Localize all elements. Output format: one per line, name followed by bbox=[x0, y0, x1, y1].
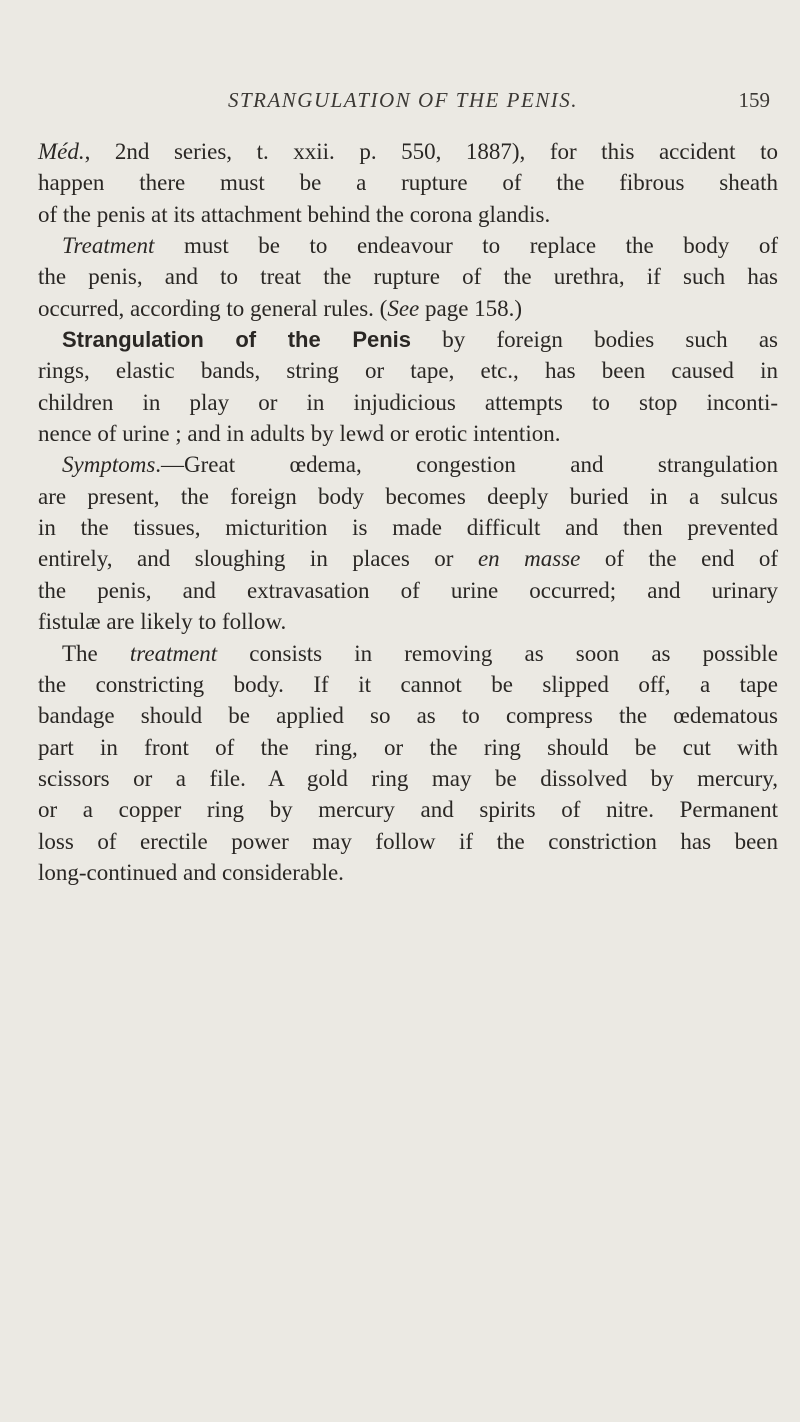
text-line bbox=[38, 293, 778, 324]
text-run: of the end of bbox=[580, 546, 778, 572]
text-run: scissors or a file. A gold ring may be dissolved by mercury, bbox=[38, 765, 778, 791]
text-line bbox=[38, 826, 778, 857]
text-run: part in front of the ring, or the ring should be cut with bbox=[38, 734, 778, 760]
text-run: rings, elastic bands, string or tape, etc., has been caused in bbox=[38, 358, 778, 384]
page-number: 159 bbox=[738, 88, 770, 112]
text-line bbox=[38, 512, 778, 543]
text-line bbox=[38, 481, 778, 512]
text-line bbox=[38, 857, 778, 888]
text-line bbox=[38, 638, 778, 669]
text-run: .—Great œdema, congestion and strangulation bbox=[155, 452, 778, 478]
text-line bbox=[38, 543, 778, 574]
text-line bbox=[38, 136, 778, 167]
italic-text: Méd. bbox=[38, 139, 85, 164]
text-run: occurred, according to general rules. ( bbox=[38, 295, 388, 321]
text-line bbox=[38, 606, 778, 637]
text-run: must be to endeavour to replace the body of bbox=[154, 233, 778, 259]
text-run: are present, the foreign body becomes deeply buried in a sulcus bbox=[38, 483, 778, 509]
text-run: in the tissues, micturition is made difficult and then prevented bbox=[38, 515, 778, 541]
text-line bbox=[38, 732, 778, 763]
text-line bbox=[38, 669, 778, 700]
section-heading: Strangulation of the Penis bbox=[62, 327, 412, 353]
paragraph bbox=[38, 230, 778, 324]
paragraph bbox=[38, 638, 778, 889]
text-line bbox=[38, 355, 778, 386]
text-run: , 2nd series, t. xxii. p. 550, 1887), for this accident to bbox=[84, 139, 778, 164]
paragraph bbox=[38, 324, 778, 449]
text-line bbox=[38, 763, 778, 794]
running-title: STRANGULATION OF THE PENIS. bbox=[227, 88, 579, 112]
text-line bbox=[38, 794, 778, 825]
text-run: the penis, and to treat the rupture of the urethra, if such has bbox=[38, 264, 778, 290]
italic-text: See bbox=[387, 295, 420, 321]
text-run: page 158.) bbox=[419, 295, 523, 321]
text-line bbox=[38, 167, 778, 198]
text-line bbox=[38, 199, 778, 230]
text-run: by foreign bodies such as bbox=[411, 327, 778, 353]
text-run: bandage should be applied so as to compress the œdematous bbox=[38, 703, 778, 729]
text-line bbox=[38, 575, 778, 606]
text-line bbox=[38, 418, 778, 449]
text-line bbox=[38, 700, 778, 731]
text-run: happen there must be a rupture of the fibrous sheath bbox=[38, 170, 778, 196]
text-run: the penis, and extravasation of urine occurred; and urinary bbox=[38, 577, 778, 603]
italic-text: treatment bbox=[129, 640, 218, 666]
text-run: or a copper ring by mercury and spirits of nitre. Permanent bbox=[38, 797, 778, 823]
body-text bbox=[38, 136, 778, 888]
text-line bbox=[38, 261, 778, 292]
text-line bbox=[38, 230, 778, 261]
paragraph bbox=[38, 136, 778, 230]
text-line bbox=[38, 449, 778, 480]
text-run: The bbox=[62, 640, 130, 666]
text-run: long-continued and considerable. bbox=[38, 859, 344, 885]
text-run: nence of urine ; and in adults by lewd or erotic intention. bbox=[38, 421, 561, 447]
text-run: consists in removing as soon as possible bbox=[217, 640, 778, 666]
text-line bbox=[38, 324, 778, 355]
text-run: loss of erectile power may follow if the constriction has been bbox=[38, 828, 778, 854]
italic-text: Symptoms bbox=[62, 452, 156, 478]
running-head bbox=[36, 88, 770, 118]
italic-text: Treatment bbox=[62, 233, 155, 259]
text-run: the constricting body. If it cannot be slipped off, a tape bbox=[38, 671, 778, 697]
text-run: entirely, and sloughing in places or bbox=[38, 546, 478, 572]
text-run: children in play or in injudicious attempts to stop inconti- bbox=[38, 389, 778, 415]
italic-text: en masse bbox=[477, 546, 581, 572]
paragraph bbox=[38, 449, 778, 637]
text-run: of the penis at its attachment behind the corona glandis. bbox=[38, 201, 551, 227]
text-run: fistulæ are likely to follow. bbox=[38, 609, 287, 635]
text-line bbox=[38, 387, 778, 418]
